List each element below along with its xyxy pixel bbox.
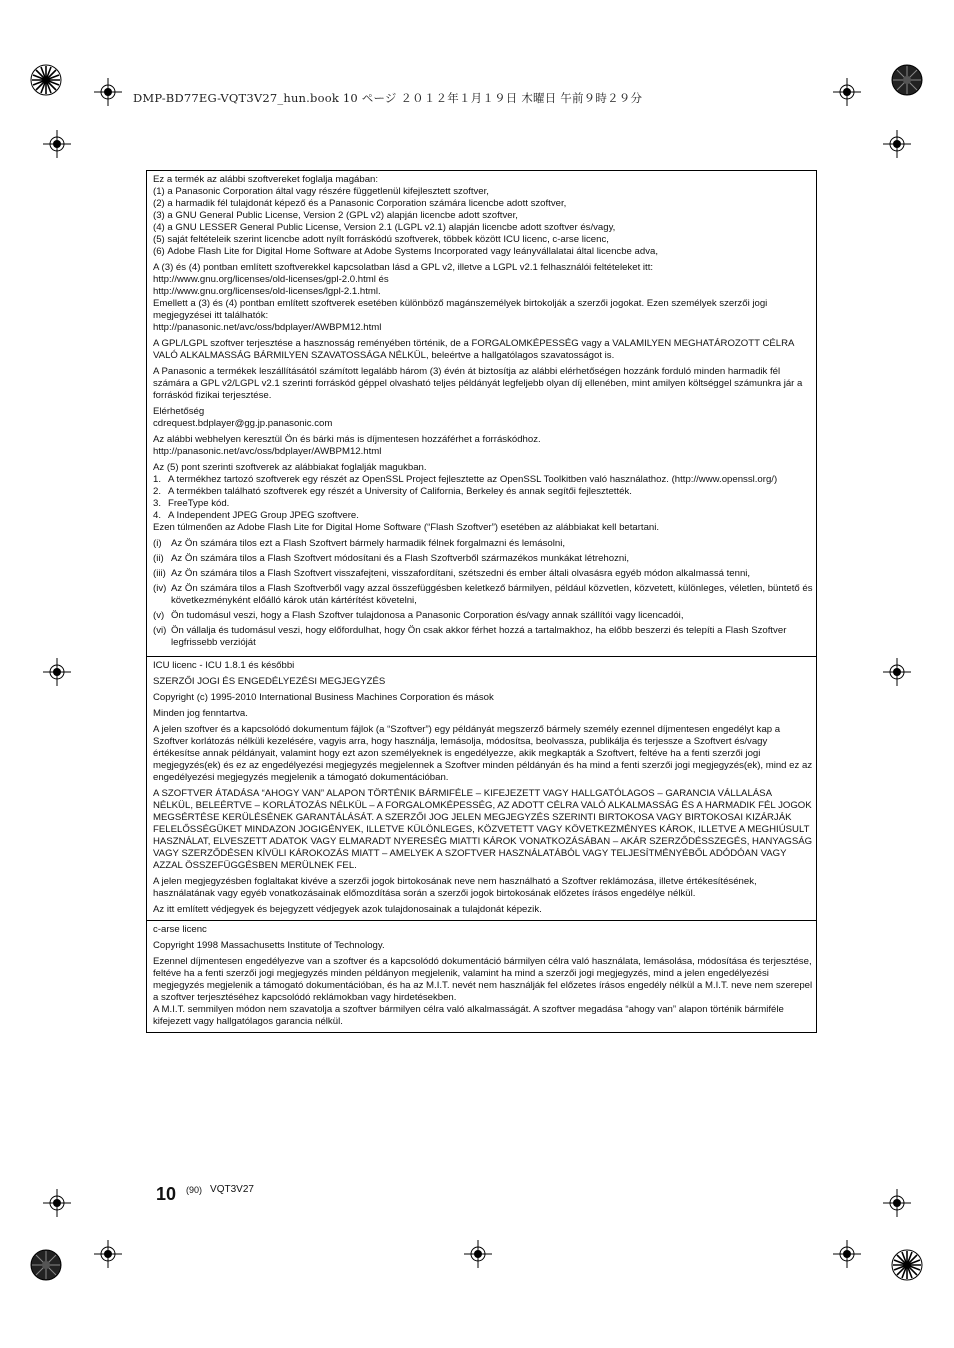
list-item: (i) Az Ön számára tilos ezt a Flash Szoftvert bármely harmadik félnek forgalmazni és lemásolni, <box>153 538 566 549</box>
list-item: 2. A termékben található szoftverek egy részét a University of California, Berkeley és annak segítői fejlesztették. <box>153 486 632 497</box>
list-item: (v) Ön tudomásul veszi, hogy a Flash Szoftver tulajdonosa a Panasonic Corporation és/vagy annak szállítói vagy licencadói, <box>153 610 684 621</box>
registration-crosshair-icon <box>464 1240 492 1268</box>
list-item: (5) saját feltételeik szerint licencbe adott nyílt forráskódú szoftverek, többek között ICU licenc, c-arse licenc, <box>153 234 609 245</box>
list-item: 4. A Independent JPEG Group JPEG szoftvere. <box>153 510 359 521</box>
list-item: (vi) Ön vállalja és tudomásul veszi, hogy előfordulhat, hogy Ön csak akkor férhet hozzá a tartalmakhoz, ha előbb beszerzi és telepíti a Flash Szoftver legfrissebb verzióját <box>153 625 787 648</box>
list-item: (4) a GNU LESSER General Public License, Version 2.1 (LGPL v2.1) alapján licencbe adott szoftver és/vagy, <box>153 222 616 233</box>
starburst-target-icon <box>30 64 62 96</box>
contact-email[interactable]: cdrequest.bdplayer@gg.jp.panasonic.com <box>153 418 333 429</box>
list-item: (2) a harmadik fél tulajdonát képező és a Panasonic Corporation számára licencbe adott szoftver, <box>153 198 567 209</box>
registration-crosshair-icon <box>883 1189 911 1217</box>
point5-intro: Az (5) pont szerinti szoftverek az alábbiakat foglalják magukban. <box>153 462 427 473</box>
contact-label: Elérhetőség <box>153 406 205 417</box>
list-item: (1) a Panasonic Corporation által vagy részére függetlenül kifejlesztett szoftver, <box>153 186 489 197</box>
c-arse-disclaimer: A M.I.T. semmilyen módon nem szavatolja a szoftver bármilyen célra való alkalmasságát. A szoftver megadása “ahogy van” alapon történik bármiféle kifejezett vagy hallgatólagos garancia nélkül. <box>153 1004 784 1027</box>
page-number: 10 <box>156 1184 177 1204</box>
c-arse-permission: Ezennel díjmentesen engedélyezve van a szoftver és a kapcsolódó dokumentáció bármilyen célra való használata, lemásolása, módosítása és terjesztése, feltéve ha a fenti szerzői jogi megjegyzés minden példányon megjelenik, valamint ha mind a szerzői jogi megjegyzés, mind a jelen engedélyezési megjegyzés megjelenik a támogató dokumentációban, és ha az M.I.T. nevét nem használják fel előzetes írásos engedély nélkül a M.I.T. neve nem szerepel a szoftver terjesztéséhez kapcsolódó reklámokban vagy hirdetésekben. <box>153 956 813 1003</box>
gpl-url[interactable]: http://www.gnu.org/licenses/old-licenses/gpl-2.0.html és <box>153 274 389 285</box>
print-header-line: DMP-BD77EG-VQT3V27_hun.book 10 ページ ２０１２年１月１９日 木曜日 午前９時２９分 <box>133 91 643 105</box>
registration-crosshair-icon <box>833 78 861 106</box>
list-item: (iii) Az Ön számára tilos a Flash Szoftvert visszafejteni, visszafordítani, szétszedni és ember általi olvasásra egyéb módon alkalmassá tenni, <box>153 568 751 579</box>
list-item: 1. A termékhez tartozó szoftverek egy részét az OpenSSL Project fejlesztette az OpenSSL Toolkitben való használathoz. (http://www.openssl.org/) <box>153 474 778 485</box>
flash-intro: Ezen túlmenően az Adobe Flash Lite for Digital Home Software (“Flash Szoftver”) esetében az alábbiakat kell betartani. <box>153 522 660 533</box>
license-frame <box>146 170 817 1033</box>
registration-crosshair-icon <box>883 130 911 158</box>
registration-crosshair-icon <box>833 1240 861 1268</box>
source-url[interactable]: http://panasonic.net/avc/oss/bdplayer/AWBPM12.html <box>153 446 382 457</box>
icu-disclaimer: A SZOFTVER ÁTADÁSA “AHOGY VAN” ALAPON TÖRTÉNIK BÁRMIFÉLE – KIFEJEZETT VAGY HALLGATÓLAGOS – GARANCIA VÁLLALÁSA NÉLKÜL, BELEÉRTVE – KORLÁTOZÁS NÉLKÜL – A FORGALOMKÉPESSÉG, AZ ADOTT CÉLRA VALÓ ALKALMASSÁG ÉS A HARMADIK FÉL JOGOK MEGSÉRTÉSE KERÜLÉSÉNEK GARANTÁLÁSÁT. A SZERZŐI JOG JELEN MEGJEGYZÉS SZERINTI BIRTOKOSA VAGY BIRTOKOSAI KIZÁRJÁK FELELŐSSÉGÜKET MINDAZON JOGIGÉNYEK, ILLETVE KÜLÖNLEGES, KÖZVETETT VAGY KÖVETKEZMÉNYES KÁROK, ILLETVE A MEGHIÚSULT HASZNÁLAT, ELVESZETT ADATOK VAGY ELMARADT NYERESÉG MIATTI KÁROK VONATKOZÁSÁBAN – AKÁR SZERZŐDÉSSZEGÉS, HANYAGSÁG VAGY SZERZŐDÉSEN KÍVÜLI KÁROKOZÁS MIATT – AMELYEK A SZOFTVER HASZNÁLATÁBÓL VAGY TELJESÍTMÉNYÉBŐL ADÓDÓAN VAGY AZZAL ÖSSZEFÜGGÉSBEN MERÜLNEK FEL. <box>153 788 813 871</box>
icu-trademarks: Az itt említett védjegyek és bejegyzett védjegyek azok tulajdonosainak a tulajdonát képezik. <box>153 904 542 915</box>
point5-list <box>153 474 813 522</box>
icu-rights: Minden jog fenntartva. <box>153 708 248 719</box>
c-arse-copyright: Copyright 1998 Massachusetts Institute of Technology. <box>153 940 385 951</box>
icu-copyright: Copyright (c) 1995-2010 International Business Machines Corporation és mások <box>153 692 494 703</box>
flash-terms-list <box>153 538 813 649</box>
starburst-target-icon <box>891 64 923 96</box>
registration-crosshair-icon <box>43 658 71 686</box>
source-paragraph: Az alábbi webhelyen keresztül Ön és bárki más is díjmentesen hozzáférhet a forráskódhoz. <box>153 434 541 445</box>
gpl-paragraph: A (3) és (4) pontban említett szoftverekkel kapcsolatban lásd a GPL v2, illetve a LGPL v2.1 felhasználói feltételeket itt: <box>153 262 654 273</box>
icu-heading: SZERZŐI JOGI ÉS ENGEDÉLYEZÉSI MEGJEGYZÉS <box>153 676 386 687</box>
c-arse-license-box <box>146 920 817 1033</box>
copyright-holders-paragraph: Emellett a (3) és (4) pontban említett szoftverek esetében különböző magánszemélyek birtokolják a szerzői jogokat. Ezen személyek szerzői jogi megjegyzései itt találhatók: <box>153 298 768 321</box>
list-item: (ii) Az Ön számára tilos a Flash Szoftvert módosítani és a Flash Szoftverből származékos munkákat létrehozni, <box>153 553 630 564</box>
registration-crosshair-icon <box>94 1240 122 1268</box>
copyright-url[interactable]: http://panasonic.net/avc/oss/bdplayer/AWBPM12.html <box>153 322 382 333</box>
list-item: (6) Adobe Flash Lite for Digital Home Software at Adobe Systems Incorporated vagy leányvállalatai által licencbe adva, <box>153 246 659 257</box>
page-footer <box>156 1183 254 1205</box>
warranty-paragraph: A GPL/LGPL szoftver terjesztése a hasznosság reményében történik, de a FORGALOMKÉPESSÉG vagy a VALAMILYEN MEGHATÁROZOTT CÉLRA VALÓ ALKALMASSÁG BÁRMILYEN SZAVATOSSÁGA NÉLKÜL, beleértve a hallgatólagos szavatosságot is. <box>153 338 794 361</box>
document-code: VQT3V27 <box>210 1184 254 1195</box>
page-sub-number: (90) <box>186 1185 203 1195</box>
registration-crosshair-icon <box>883 658 911 686</box>
icu-advertising: A jelen megjegyzésben foglaltakat kivéve a szerzői jogok birtokosának neve nem használható a Szoftver reklámozása, illetve értékesítésének, használatának vagy egyéb vonatkozásainak előmozdítása során a szerzői jogok birtokosának előzetes írásos engedélye nélkül. <box>153 876 757 899</box>
starburst-target-icon <box>891 1249 923 1281</box>
intro-text: Ez a termék az alábbi szoftvereket foglalja magában: <box>153 174 379 185</box>
list-item: (iv) Az Ön számára tilos a Flash Szoftverből vagy azzal összefüggésben keletkező bármilyen, például közvetlen, közvetett, különleges, véletlen, büntető és következményként előálló károk után kártérítést követelni, <box>153 583 813 606</box>
registration-crosshair-icon <box>94 78 122 106</box>
list-item: (3) a GNU General Public License, Version 2 (GPL v2) alapján licencbe adott szoftver, <box>153 210 518 221</box>
icu-title: ICU licenc - ICU 1.8.1 és későbbi <box>153 660 295 671</box>
software-notice-box <box>146 170 817 656</box>
icu-license-box <box>146 656 817 920</box>
starburst-target-icon <box>30 1249 62 1281</box>
registration-crosshair-icon <box>43 130 71 158</box>
c-arse-title: c-arse licenc <box>153 924 207 935</box>
list-item: 3. FreeType kód. <box>153 498 230 509</box>
lgpl-url[interactable]: http://www.gnu.org/licenses/old-licenses/lgpl-2.1.html. <box>153 286 381 297</box>
source-offer-paragraph: A Panasonic a termékek leszállításától számított legalább három (3) évén át biztosítja az alábbi elérhetőségen hozzánk forduló minden harmadik fél számára a GPL v2/LGPL v2.1 szerinti forráskód géppel olvasható teljes példányát legfeljebb olyan díj ellenében, mint amilyen költséggel számunkra jár a forráskód fizikai terjesztése. <box>153 366 803 401</box>
icu-permission: A jelen szoftver és a kapcsolódó dokumentum fájlok (a “Szoftver”) egy példányát megszerző bármely személy ezennel díjmentesen engedélyt kap a Szoftver korlátozás nélküli kezelésére, vagyis arra, hogy használja, lemásolja, módosítsa, beolvassza, publikálja és terjessze a Szoftvert és/vagy értékesítse annak példányait, valamint hogy ezt azon személyeknek is engedélyezze, akik megkapták a Szoftvert, feltéve ha a fenti szerzői jogi megjegyzés(ek) és ez az engedélyezési megjegyzés megjelennek a Szoftver minden példányán és ha mind a fenti szerzői jogi megjegyzés(ek), mind ez az engedélyezési megjegyzés megjelenik a támogató dokumentációban. <box>153 724 813 783</box>
registration-crosshair-icon <box>43 1189 71 1217</box>
software-list <box>153 186 813 258</box>
